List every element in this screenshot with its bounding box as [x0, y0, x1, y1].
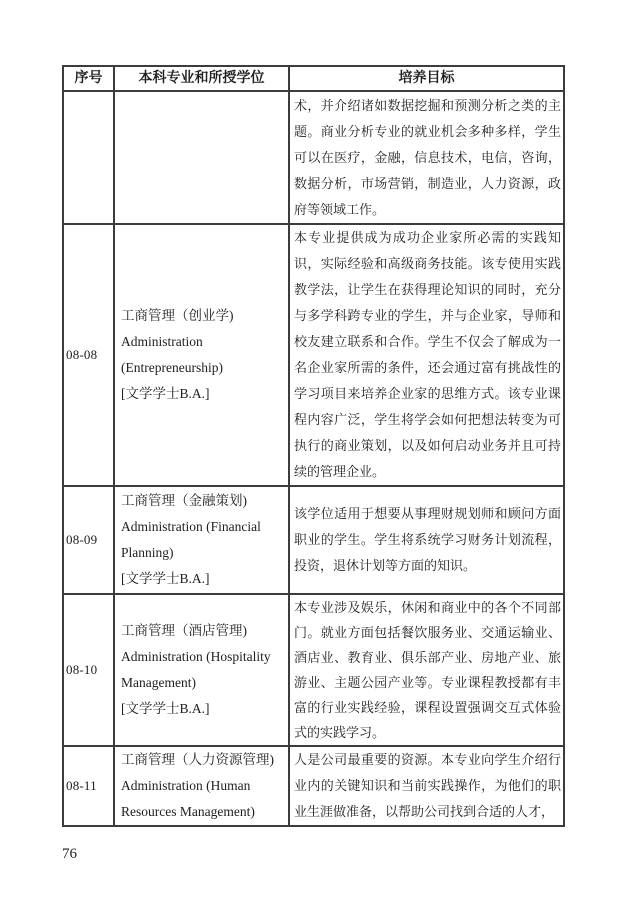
cell-major: [114, 91, 289, 224]
cell-major: 工商管理（创业学) Administration (Entrepreneurship) [文学学士B.A.]: [114, 224, 289, 486]
table-header-row: [63, 66, 564, 91]
table-row-08-11: [63, 746, 564, 826]
page-number: 76: [62, 846, 77, 862]
table-row-08-08: [63, 224, 564, 486]
cell-goal: 本专业提供成为成功企业家所必需的实践知识，实际经验和高级商务技能。该专使用实践教学法，让学生在获得理论知识的同时，充分与多学科跨专业的学生，并与企业家，导师和校友建立联系和合作。学生不仅会了解成为一名企业家所需的条件，还会通过富有挑战性的学习项目来培养企业家的思维方式。该专业课程内容广泛，学生将学会如何把想法转变为可执行的商业策划，以及如何启动业务并且可持续的管理企业。: [289, 224, 564, 486]
cell-goal: 术，并介绍诸如数据挖掘和预测分析之类的主题。商业分析专业的就业机会多种多样，学生可以在医疗，金融，信息技术，电信，咨询，数据分析，市场营销，制造业，人力资源，政府等领域工作。: [289, 91, 564, 224]
cell-major: 工商管理（酒店管理) Administration (Hospitality Management) [文学学士B.A.]: [114, 594, 289, 746]
header-cell-goal: 培养目标: [289, 66, 564, 91]
cell-id: [63, 91, 114, 224]
table-row-08-10: [63, 594, 564, 746]
cell-goal: 本专业涉及娱乐，休闲和商业中的各个不同部门。就业方面包括餐饮服务业、交通运输业、酒店业、教育业、俱乐部产业、房地产业、旅游业、主题公园产业等。专业课程教授都有丰富的行业实践经验，课程设置强调交互式体验式的实践学习。: [289, 594, 564, 746]
cell-id: 08-11: [63, 746, 114, 826]
degree-table: [62, 65, 565, 827]
cell-id: 08-08: [63, 224, 114, 486]
cell-goal: 该学位适用于想要从事理财规划师和顾问方面职业的学生。学生将系统学习财务计划流程，投资，退休计划等方面的知识。: [289, 486, 564, 594]
table-row-continuation: [63, 91, 564, 224]
header-cell-id: 序号: [63, 66, 114, 91]
header-cell-major: 本科专业和所授学位: [114, 66, 289, 91]
cell-major: 工商管理（金融策划) Administration (Financial Planning) [文学学士B.A.]: [114, 486, 289, 594]
cell-major: 工商管理（人力资源管理) Administration (Human Resources Management): [114, 746, 289, 826]
table-row-08-09: [63, 486, 564, 594]
cell-goal: 人是公司最重要的资源。本专业向学生介绍行业内的关键知识和当前实践操作，为他们的职业生涯做准备，以帮助公司找到合适的人才，: [289, 746, 564, 826]
cell-id: 08-09: [63, 486, 114, 594]
cell-id: 08-10: [63, 594, 114, 746]
